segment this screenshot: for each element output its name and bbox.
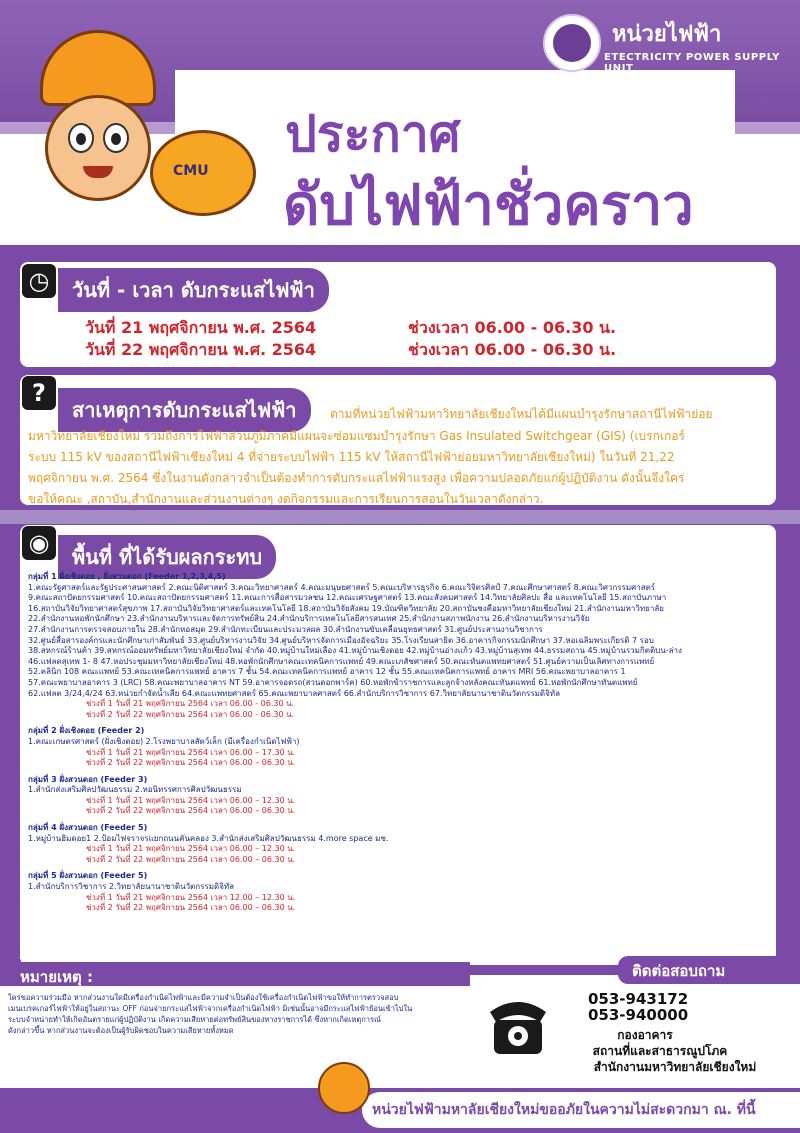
unit-name-thai: หน่วยไฟฟ้า xyxy=(612,22,722,47)
list-item: 32.ศูนย์สื่อสารองค์กรและนักศึกษาเก่าสัมพันธ์ 33.ศูนย์บริหารงานวิจัย 34.ศูนย์บริหารจัดการเมืองอัจฉริยะ 35.โรงเรียนสาธิต 36.อาคารกิจกรรมนักศึกษา 37.หอเฉลิมพระเกียรติ 7 รอบ xyxy=(28,635,654,645)
note-title: หมายเหตุ : xyxy=(20,968,93,986)
areas-heading: พื้นที่ ที่ได้รับผลกระทบ xyxy=(58,535,276,579)
list-item: 57.คณะพยาบาลอาคาร 3 (LRC) 58.คณะพยาบาลอาคาร NT 59.อาคารจอดรถ(สวนดอกพาร์ค) 60.หอพักข้าราชการและลูกจ้างหลังคณะทันตแพทย์ 61.หอพักนักศึกษาทันตแพทย์ xyxy=(28,677,638,687)
contact-title: ติดต่อสอบถาม xyxy=(632,962,726,980)
note-line: ดังกล่าวขึ้น หากส่วนงานจะต้องเป็นผู้รับผิดชอบในความเสียหายทั้งหมด xyxy=(8,1026,234,1035)
section-stripe xyxy=(0,510,800,524)
list-item: 62.แฟลต 3/24,4/24 63.หน่วยกำจัดน้ำเสีย 64.คณะแพทยศาสตร์ 65.คณะพยาบาลศาสตร์ 66.สำนักบริการวิชาการ 67.วิทยาลัยนานาชาตินวัตกรรมดิจิทัล xyxy=(28,688,560,698)
contact-address-3: สำนักงานมหาวิทยาลัยเชียงใหม่ xyxy=(593,1060,757,1074)
page-title-line2: ดับไฟฟ้าชั่วคราว xyxy=(283,173,694,238)
group-5-time-2: ช่วงที่ 2 วันที่ 22 พฤศจิกายน 2564 เวลา 06.00 – 06.30 น. xyxy=(86,903,296,913)
list-item: 27.สำนักงานการตรวจสอบภายใน 28.สำนักหอสมุด 29.สำนักทะเบียนและประมวลผล 30.สำนักงานขับเคลื่อนยุทธศาสตร์ 31.ศูนย์ประสานงานวิชาการ xyxy=(28,624,543,634)
note-line: ใคร่ขอความร่วมมือ หากส่วนงานใดมีเครื่องกำเนิดไฟฟ้าและมีความจำเป็นต้องใช้เครื่องกำเนิดไฟฟ้าขอให้ทำการตรวจสอบ xyxy=(8,993,399,1002)
note-body xyxy=(8,992,476,1036)
group-5-time-1: ช่วงที่ 1 วันที่ 21 พฤศจิกายน 2564 เวลา 12.00 – 12.30 น. xyxy=(86,892,296,902)
list-item: 1.คณะรัฐศาสตร์และรัฐประศาสนศาสตร์ 2.คณะนิติศาสตร์ 3.คณะวิทยาศาสตร์ 4.คณะมนุษยศาสตร์ 5.คณะบริหารธุรกิจ 6.คณะวิจิตรศิลป์ 7.คณะศึกษาศาสตร์ 8.คณะวิศวกรรมศาสตร์ xyxy=(28,582,656,592)
list-item: 38.สหกรณ์ร้านค้า 39.สหกรณ์ออมทรัพย์มหาวิทยาลัยเชียงใหม่ จำกัด 40.หมู่บ้านใหม่เลือง 41.หมู่บ้านเชิงดอย 42.หมู่บ้านอ่างแก้ว 43.หมู่บ้านสุเทพ 44.ธรรมสถาน 45.หมู่บ้านรวมกิตติบน-ล่าง xyxy=(28,646,682,656)
location-pin-icon: ◉ xyxy=(22,526,56,560)
mascot-face xyxy=(45,95,151,201)
group-2-time-1: ช่วงที่ 1 วันที่ 21 พฤศจิกายน 2564 เวลา 06.00 – 17.30 น. xyxy=(86,747,296,757)
megaphone-icon xyxy=(150,130,256,216)
eye-icon xyxy=(68,123,94,153)
mascot-illustration xyxy=(0,0,260,240)
cause-heading: สาเหตุการดับกระแสไฟฟ้า xyxy=(58,388,311,432)
elephant-emblem-icon xyxy=(553,24,591,62)
group-1-title: กลุ่มที่ 1 ฝั่งเชิงดอย , ฝั่งสวนดอก (Feeder 1,2,3,4,5) xyxy=(28,572,226,581)
group-1-time-1: ช่วงที่ 1 วันที่ 21 พฤศจิกายน 2564 เวลา 06.00 - 06.30 น. xyxy=(86,699,295,709)
unit-name-english: ETECTRICITY POWER SUPPLY UNIT xyxy=(604,52,780,74)
cause-line-3: ระบบ 115 kV ของสถานีไฟฟ้าเชียงใหม่ 4 ที่จ่ายระบบไฟฟ้า 115 kV ให้สถานีไฟฟ้าย่อยมหาวิทยาลัยเชียงใหม่) ในวันที่ 21,22 xyxy=(28,450,675,464)
list-item: 22.สำนักงานหอพักนักศึกษา 23.สำนักงานบริหารและจัดการทรัพย์สิน 24.สำนักบริการเทคโนโลยีสารสนเทศ 25.สำนักงานสภาพนักงาน 26.สำนักงานบริหารงานวิจัย xyxy=(28,614,590,624)
contact-address-2: สถานที่และสาธารณูปโภค xyxy=(592,1044,728,1058)
list-item: 1.หมู่บ้านฮิมดอย1 2.ป้อมไฟจราจรแยกถนนคันคลอง 3.สำนักส่งเสริมศิลปวัฒนธรรม 4.more space มช. xyxy=(28,833,389,843)
group-3-time-1: ช่วงที่ 1 วันที่ 21 พฤศจิกายน 2564 เวลา 06.00 – 12.30 น. xyxy=(86,795,296,805)
cause-line-5: ขอให้คณะ ,สถาบัน,สำนักงานและส่วนงานต่างๆ งดกิจกรรมและการเรียนการสอนในวันเวลาดังกล่าว. xyxy=(28,492,544,506)
schedule-time-2: ช่วงเวลา 06.00 - 06.30 น. xyxy=(408,340,617,359)
note-line: ระบบจำหน่ายทำให้เกิดอันตรายแก่ผู้ปฏิบัติงาน เกิดความเสียหายต่อทรัพย์สินของทางราชการได้ ซึ่งหากเกิดเหตุการณ์ xyxy=(8,1015,381,1024)
footer-apology: หน่วยไฟฟ้ามหาลัยเชียงใหม่ขออภัยในความไม่สะดวกมา ณ. ที่นี้ xyxy=(372,1102,756,1118)
phone-number-1[interactable]: 053-943172 xyxy=(588,990,689,1008)
cause-line-4: พฤศจิกายน พ.ศ. 2564 ซึ่งในงานดังกล่าวจำเป็นต้องทำการดับกระแสไฟฟ้าแรงสูง เพื่อความปลอดภัยแก่ผู้ปฏิบัติงาน ดังนั้นจึงใคร่ xyxy=(28,471,685,485)
list-item: 1.สำนักบริการวิชาการ 2.วิทยาลัยนานาชาตินวัตกรรมดิจิทัล xyxy=(28,882,235,892)
cause-line-1: ตามที่หน่วยไฟฟ้ามหาวิทยาลัยเชียงใหม่ได้มีแผนบำรุงรักษาสถานีไฟฟ้าย่อย xyxy=(330,407,713,421)
group-5-title: กลุ่มที่ 5 ฝั่งสวนดอก (Feeder 5) xyxy=(28,871,148,881)
question-icon: ? xyxy=(22,376,56,410)
list-item: 52.คลินิก 108 คณะแพทย์ 53.คณะเทคนิคการแพทย์ อาคาร 7 ชั้น 54.คณะเทคนิคการแพทย์ อาคาร 12 ชั้น 55.คณะเทคนิคการแพทย์ อาคาร MRI 56.คณะพยาบาลอาคาร 1 xyxy=(28,667,626,677)
telephone-icon xyxy=(488,990,548,1060)
areas-list xyxy=(28,572,773,914)
list-item: 9.คณะสถาปัตยกรรมศาสตร์ 10.คณะสถาปัตยกรรมศาสตร์ 11.คณะการสื่อสารมวลชน 12.คณะเศรษฐศาสตร์ 13.คณะสังคมศาสตร์ 14.วิทยาลัยศิลปะ สื่อ และเทคโนโลยี 15.สถาบันภาษา xyxy=(28,593,667,603)
list-item: 1.คณะเกษตรศาสตร์ (ฝั่งเชิงดอย) 2.โรงพยาบาลสัตว์เล็ก (มีเครื่องกำเนิดไฟฟ้า) xyxy=(28,736,300,746)
university-logo xyxy=(543,14,601,72)
schedule-time-1: ช่วงเวลา 06.00 - 06.30 น. xyxy=(408,318,617,337)
group-3-time-2: ช่วงที่ 2 วันที่ 22 พฤศจิกายน 2564 เวลา 06.00 – 06.30 น. xyxy=(86,806,296,816)
group-2-time-2: ช่วงที่ 2 วันที่ 22 พฤศจิกายน 2564 เวลา 06.00 – 06.30 น. xyxy=(86,758,296,768)
list-item: 1.สำนักส่งเสริมศิลปวัฒนธรรม 2.หอนิทรรศการศิลปวัฒนธรรม xyxy=(28,785,242,795)
list-item: 16.สถาบันวิจัยวิทยาศาสตร์สุขภาพ 17.สถาบันวิจัยวิทยาศาสตร์และเทคโนโลยี 18.สถาบันวิจัยสังคม 19.บัณฑิตวิทยาลัย 20.สถาบันชงคือมหาวิทยาลัยเชียงใหม่ 21.สำนักงานมหาวิทยาลัย xyxy=(28,603,664,613)
eye-icon xyxy=(103,123,129,153)
schedule-heading: วันที่ - เวลา ดับกระแสไฟฟ้า xyxy=(58,268,329,312)
group-2-title: กลุ่มที่ 2 ฝั่งเชิงดอย (Feeder 2) xyxy=(28,726,145,736)
schedule-date-2: วันที่ 22 พฤศจิกายน พ.ศ. 2564 xyxy=(85,340,317,359)
cause-line-2: มหาวิทยาลัยเชียงใหม่ รวมถึงการไฟฟ้าส่วนภูมิภาคมีแผนจะซ่อมแซมบำรุงรักษา Gas Insulated Switchgear (GIS) (เบรกเกอร์ xyxy=(28,429,685,443)
page-title-line1: ประกาศ xyxy=(285,105,461,163)
group-1-time-2: ช่วงที่ 2 วันที่ 22 พฤศจิกายน 2564 เวลา 06.00 - 06.30 น. xyxy=(86,709,295,719)
group-3-title: กลุ่มที่ 3 ฝั่งสวนดอก (Feeder 3) xyxy=(28,774,148,784)
mascot-mini-icon xyxy=(318,1062,370,1114)
contact-address-1: กองอาคาร xyxy=(617,1028,673,1042)
list-item: 46.แฟลตสุเทพ 1- 8 47.หอประชุมมหาวิทยาลัยเชียงใหม่ 48.หอพักนักศึกษาคณะเทคนิคการแพทย์ 49.คณะเภสัชศาสตร์ 50.คณะทันตแพทยศาสตร์ 51.ศูนย์ความเป็นเลิศทางการแพทย์ xyxy=(28,656,655,666)
group-4-time-2: ช่วงที่ 2 วันที่ 22 พฤศจิกายน 2564 เวลา 06.00 – 06.30 น. xyxy=(86,854,296,864)
phone-number-2[interactable]: 053-940000 xyxy=(588,1006,689,1024)
schedule-date-1: วันที่ 21 พฤศจิกายน พ.ศ. 2564 xyxy=(85,318,317,337)
group-4-title: กลุ่มที่ 4 ฝั่งสวนดอก (Feeder 5) xyxy=(28,823,148,833)
megaphone-label: CMU xyxy=(173,163,209,179)
note-line: เมนเบรคเกอร์ไฟฟ้าให้อยู่ในสถานะ OFF ก่อนจ่ายกระแสไฟฟ้าจากเครื่องกำเนิดไฟฟ้า มิเช่นนั้นอาจมีกระแสไฟฟ้าย้อนเข้าไปใน xyxy=(8,1004,413,1013)
group-4-time-1: ช่วงที่ 1 วันที่ 21 พฤศจิกายน 2564 เวลา 06.00 – 12.30 น. xyxy=(86,844,296,854)
clock-icon: ◷ xyxy=(22,264,56,298)
